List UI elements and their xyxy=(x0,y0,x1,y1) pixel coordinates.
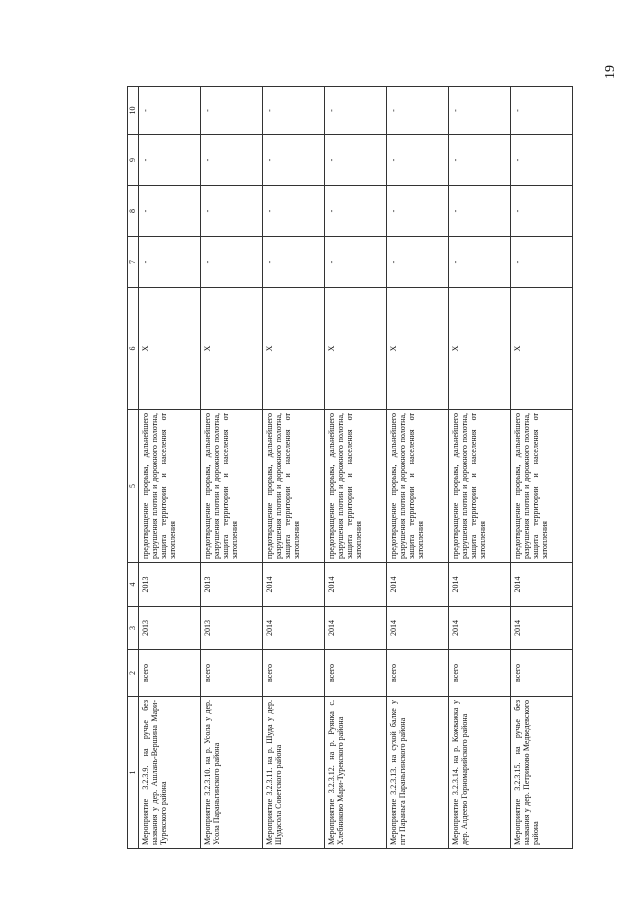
column-header: 9 xyxy=(128,135,139,186)
value-cell: - xyxy=(449,87,511,135)
table-row xyxy=(449,87,511,849)
total-label: всего xyxy=(139,650,201,697)
value-cell: - xyxy=(201,87,263,135)
value-cell: - xyxy=(263,87,325,135)
total-label: всего xyxy=(449,650,511,697)
measure-purpose: предотвращение прорыва, дальнейшего разрушения плотин и дорожного полотна, защита территории и населения от затопления xyxy=(387,410,449,563)
end-year: 2014 xyxy=(263,563,325,607)
measure-purpose: предотвращение прорыва, дальнейшего разрушения плотин и дорожного полотна, защита территории и населения от затопления xyxy=(263,410,325,563)
total-label: всего xyxy=(511,650,573,697)
start-year: 2014 xyxy=(511,607,573,650)
value-cell: - xyxy=(201,135,263,186)
end-year: 2014 xyxy=(449,563,511,607)
measure-name: Мероприятие 3.2.3.12. на р. Руянка с. Хлебниково Мари-Турекского района xyxy=(325,697,387,849)
start-year: 2014 xyxy=(325,607,387,650)
value-cell: - xyxy=(387,135,449,186)
total-label: всего xyxy=(263,650,325,697)
mark-x: Х xyxy=(263,288,325,410)
start-year: 2014 xyxy=(387,607,449,650)
table-row xyxy=(325,87,387,849)
mark-x: Х xyxy=(449,288,511,410)
value-cell: - xyxy=(325,237,387,288)
value-cell: - xyxy=(387,237,449,288)
total-label: всего xyxy=(325,650,387,697)
start-year: 2014 xyxy=(449,607,511,650)
measure-purpose: предотвращение прорыва, дальнейшего разрушения плотин и дорожного полотна, защита территории и населения от затопления xyxy=(449,410,511,563)
value-cell: - xyxy=(449,135,511,186)
start-year: 2013 xyxy=(201,607,263,650)
value-cell: - xyxy=(387,186,449,237)
mark-x: Х xyxy=(201,288,263,410)
measure-purpose: предотвращение прорыва, дальнейшего разрушения плотин и дорожного полотна, защита территории и населения от затопления xyxy=(511,410,573,563)
table-row xyxy=(387,87,449,849)
column-header: 8 xyxy=(128,186,139,237)
mark-x: Х xyxy=(511,288,573,410)
end-year: 2013 xyxy=(139,563,201,607)
value-cell: - xyxy=(449,237,511,288)
value-cell: - xyxy=(325,186,387,237)
value-cell: - xyxy=(263,135,325,186)
value-cell: - xyxy=(201,237,263,288)
table-row xyxy=(263,87,325,849)
measure-name: Мероприятие 3.2.3.10. на р. Усола у дер. Усола Параньгинского района xyxy=(201,697,263,849)
measure-purpose: предотвращение прорыва, дальнейшего разрушения плотин и дорожного полотна, защита территории и населения от затопления xyxy=(139,410,201,563)
mark-x: Х xyxy=(387,288,449,410)
rotated-table-container xyxy=(127,87,639,849)
value-cell: - xyxy=(139,237,201,288)
column-header: 1 xyxy=(128,697,139,849)
measures-table xyxy=(127,86,573,849)
mark-x: Х xyxy=(139,288,201,410)
column-header: 2 xyxy=(128,650,139,697)
measure-name: Мероприятие 3.2.3.11. на р. Шуда у дер. Шудасола Советского района xyxy=(263,697,325,849)
total-label: всего xyxy=(201,650,263,697)
total-label: всего xyxy=(387,650,449,697)
value-cell: - xyxy=(449,186,511,237)
column-header: 7 xyxy=(128,237,139,288)
column-header: 3 xyxy=(128,607,139,650)
measure-purpose: предотвращение прорыва, дальнейшего разрушения плотин и дорожного полотна, защита территории и населения от затопления xyxy=(201,410,263,563)
value-cell: - xyxy=(511,237,573,288)
mark-x: Х xyxy=(325,288,387,410)
measure-name: Мероприятие 3.2.3.15. на ручье без названия у дер. Петриково Медведевского района xyxy=(511,697,573,849)
end-year: 2014 xyxy=(387,563,449,607)
value-cell: - xyxy=(139,87,201,135)
end-year: 2013 xyxy=(201,563,263,607)
value-cell: - xyxy=(325,87,387,135)
measure-purpose: предотвращение прорыва, дальнейшего разрушения плотин и дорожного полотна, защита территории и населения от затопления xyxy=(325,410,387,563)
table-row xyxy=(511,87,573,849)
value-cell: - xyxy=(263,237,325,288)
value-cell: - xyxy=(511,135,573,186)
value-cell: - xyxy=(511,87,573,135)
end-year: 2014 xyxy=(511,563,573,607)
value-cell: - xyxy=(139,135,201,186)
start-year: 2014 xyxy=(263,607,325,650)
page-number: 19 xyxy=(603,65,618,79)
header-row xyxy=(128,87,139,849)
start-year: 2013 xyxy=(139,607,201,650)
column-header: 6 xyxy=(128,288,139,410)
end-year: 2014 xyxy=(325,563,387,607)
value-cell: - xyxy=(387,87,449,135)
measure-name: Мероприятие 3.2.3.14. на р. Кожважка у дер. Алдеево Горномарийского района xyxy=(449,697,511,849)
table-row xyxy=(139,87,201,849)
value-cell: - xyxy=(325,135,387,186)
value-cell: - xyxy=(201,186,263,237)
measure-name: Мероприятие 3.2.3.9. на ручье без названия у дер. Ашлань-Вершина Мари-Турекского района xyxy=(139,697,201,849)
value-cell: - xyxy=(511,186,573,237)
measure-name: Мероприятие 3.2.3.13. на сухой балке у пгт Параньга Параньгинского района xyxy=(387,697,449,849)
column-header: 10 xyxy=(128,87,139,135)
value-cell: - xyxy=(263,186,325,237)
column-header: 4 xyxy=(128,563,139,607)
value-cell: - xyxy=(139,186,201,237)
table-row xyxy=(201,87,263,849)
column-header: 5 xyxy=(128,410,139,563)
